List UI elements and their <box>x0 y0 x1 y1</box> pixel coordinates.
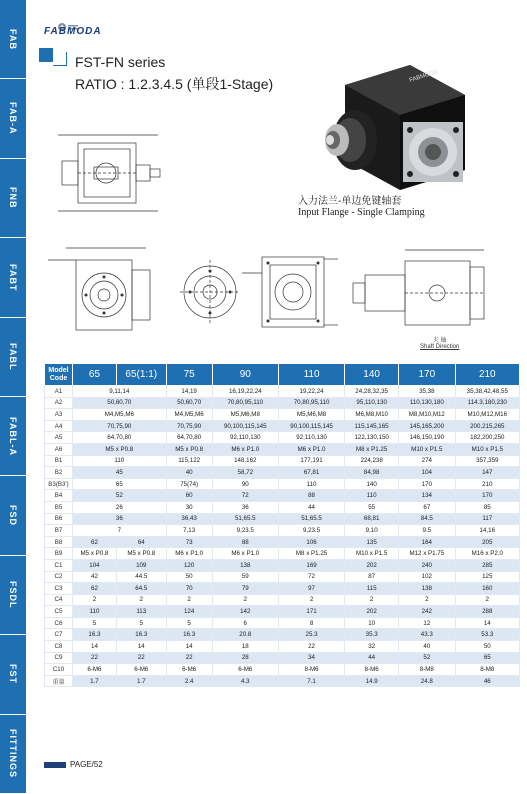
table-cell: 51,65.5 <box>278 513 344 525</box>
table-cell: 9,23.5 <box>278 525 344 537</box>
row-label: C2 <box>45 571 73 583</box>
table-cell: 110 <box>345 490 399 502</box>
table-cell: 120 <box>166 559 212 571</box>
table-cell: M10,M12,M16 <box>455 409 519 421</box>
table-row <box>45 443 520 455</box>
table-cell: 135 <box>345 536 399 548</box>
table-cell: 58,72 <box>212 467 278 479</box>
table-cell: 242 <box>399 606 455 618</box>
table-cell: 7 <box>73 525 167 537</box>
table-cell: 170 <box>455 490 519 502</box>
table-row <box>45 606 520 618</box>
table-cell: 42 <box>73 571 117 583</box>
title-accent <box>39 48 53 62</box>
spec-table <box>44 363 520 687</box>
table-cell: 64.5 <box>116 583 166 595</box>
table-row <box>45 559 520 571</box>
table-header-row <box>45 364 520 386</box>
table-cell: 92,110,130 <box>278 432 344 444</box>
table-cell: M8,M10,M12 <box>399 409 455 421</box>
table-cell: 200,215,265 <box>455 420 519 432</box>
table-cell: 134 <box>399 490 455 502</box>
table-cell: 65 <box>73 478 167 490</box>
table-cell: 46 <box>455 675 519 687</box>
table-cell: 50,60,70 <box>73 397 167 409</box>
sidebar <box>0 0 26 794</box>
table-cell: 92,110,130 <box>212 432 278 444</box>
table-cell: 45 <box>73 467 167 479</box>
shaft-label-cn: 夫 轴 <box>432 338 447 344</box>
table-cell: 171 <box>278 606 344 618</box>
sidebar-tab-label: FAB-A <box>8 102 18 135</box>
table-cell: 6-M6 <box>73 664 117 676</box>
table-cell: 16.3 <box>73 629 117 641</box>
header-model-110: 110 <box>278 364 344 386</box>
shaft-label-en: Shaft Direction <box>420 344 460 350</box>
sidebar-tab-fsdl[interactable] <box>0 556 26 635</box>
table-cell: 2 <box>345 594 399 606</box>
table-cell: 274 <box>399 455 455 467</box>
row-label: 重量 <box>45 675 73 687</box>
table-cell: 52 <box>73 490 167 502</box>
table-cell: 88 <box>212 536 278 548</box>
row-label: B4 <box>45 490 73 502</box>
table-cell: 110 <box>73 455 167 467</box>
table-cell: M6 x P1.0 <box>212 443 278 455</box>
header-model-code: Model Code <box>45 364 73 386</box>
table-cell: 95,110,130 <box>345 397 399 409</box>
sidebar-tab-fabl-a[interactable] <box>0 397 26 476</box>
table-cell: 87 <box>345 571 399 583</box>
table-cell: 14 <box>73 641 117 653</box>
table-cell: 50,60,70 <box>166 397 212 409</box>
table-row <box>45 386 520 398</box>
sidebar-tab-fittings[interactable] <box>0 715 26 794</box>
sidebar-tab-label: FST <box>8 664 18 685</box>
table-cell: 50 <box>455 641 519 653</box>
sidebar-tab-label: FSDL <box>8 581 18 609</box>
table-row <box>45 548 520 560</box>
row-label: C9 <box>45 652 73 664</box>
table-cell: 202 <box>345 606 399 618</box>
table-cell: 68,81 <box>345 513 399 525</box>
row-label: B8 <box>45 536 73 548</box>
table-cell: M10 x P1.5 <box>399 443 455 455</box>
table-cell: M16 x P2.0 <box>455 548 519 560</box>
row-label: C6 <box>45 617 73 629</box>
row-label: B7 <box>45 525 73 537</box>
table-cell: M10 x P1.5 <box>455 443 519 455</box>
table-cell: 90 <box>212 478 278 490</box>
table-cell: 22 <box>73 652 117 664</box>
table-cell: 53.3 <box>455 629 519 641</box>
table-cell: 106 <box>278 536 344 548</box>
sidebar-tab-label: FABT <box>8 263 18 292</box>
table-cell: 138 <box>212 559 278 571</box>
sidebar-tab-label: FAB <box>8 28 18 50</box>
table-cell: 125 <box>455 571 519 583</box>
sidebar-tab-fabl[interactable] <box>0 318 26 397</box>
table-cell: M5 x P0.8 <box>116 548 166 560</box>
table-cell: 35,38 <box>399 386 455 398</box>
table-cell: 22 <box>116 652 166 664</box>
table-cell: 170 <box>399 478 455 490</box>
page-title: FST-FN series <box>75 54 166 70</box>
table-cell: 2.4 <box>166 675 212 687</box>
table-row <box>45 594 520 606</box>
table-cell: 28 <box>212 652 278 664</box>
table-cell: 14 <box>166 641 212 653</box>
table-cell: 44 <box>278 501 344 513</box>
table-row <box>45 455 520 467</box>
table-cell: 9.5 <box>399 525 455 537</box>
table-row <box>45 675 520 687</box>
table-cell: 20.8 <box>212 629 278 641</box>
table-cell: 5 <box>73 617 117 629</box>
table-cell: 40 <box>399 641 455 653</box>
row-label: A1 <box>45 386 73 398</box>
table-cell: 2 <box>166 594 212 606</box>
table-cell: 62 <box>73 583 117 595</box>
table-cell: 14.9 <box>345 675 399 687</box>
table-row <box>45 652 520 664</box>
table-cell: 70,75,90 <box>73 420 167 432</box>
table-cell: 90,100,115,145 <box>212 420 278 432</box>
table-row <box>45 478 520 490</box>
table-cell: 7,13 <box>166 525 212 537</box>
flange-view-drawing <box>178 255 240 330</box>
table-cell: 84.5 <box>399 513 455 525</box>
table-row <box>45 525 520 537</box>
table-row <box>45 617 520 629</box>
table-cell: 1.7 <box>73 675 117 687</box>
table-cell: 43.3 <box>399 629 455 641</box>
table-cell: 110,130,180 <box>399 397 455 409</box>
sidebar-tab-label: FITTINGS <box>8 729 18 779</box>
header-model-90: 90 <box>212 364 278 386</box>
row-label: C5 <box>45 606 73 618</box>
footer-accent <box>44 762 66 768</box>
photo-caption-cn: 入力法兰-单边免键轴套 <box>298 196 402 207</box>
table-cell: M5 x P0.8 <box>73 548 117 560</box>
table-cell: M5,M6,M8 <box>278 409 344 421</box>
table-cell: M6 x P1.0 <box>212 548 278 560</box>
table-cell: 8-M8 <box>455 664 519 676</box>
table-cell: 16.3 <box>116 629 166 641</box>
table-cell: 36 <box>73 513 167 525</box>
input-view-drawing <box>240 245 340 335</box>
table-cell: 9,23.5 <box>212 525 278 537</box>
table-cell: 8-M6 <box>278 664 344 676</box>
table-cell: 70,80,95,110 <box>278 397 344 409</box>
table-row <box>45 501 520 513</box>
table-cell: M6 x P1.0 <box>278 443 344 455</box>
sidebar-tab-fabt[interactable] <box>0 238 26 317</box>
table-cell: 288 <box>455 606 519 618</box>
table-cell: 14,16 <box>455 525 519 537</box>
sidebar-tab-label: FABL <box>8 343 18 371</box>
table-cell: 138 <box>399 583 455 595</box>
table-cell: 72 <box>212 490 278 502</box>
table-cell: 2 <box>212 594 278 606</box>
row-label: C10 <box>45 664 73 676</box>
table-cell: M5,M6,M8 <box>212 409 278 421</box>
table-cell: 70,75,90 <box>166 420 212 432</box>
table-cell: 64 <box>116 536 166 548</box>
page-subtitle: RATIO : 1.2.3.4.5 (单段1-Stage) <box>75 76 274 92</box>
sidebar-tab-fab[interactable] <box>0 0 26 79</box>
table-cell: 40 <box>166 467 212 479</box>
table-cell: M6 x P1.0 <box>166 548 212 560</box>
table-cell: 104 <box>73 559 117 571</box>
table-cell: 148,162 <box>212 455 278 467</box>
page-number: PAGE/52 <box>70 760 103 769</box>
header-model-65(1:1): 65(1:1) <box>116 364 166 386</box>
table-cell: 75(74) <box>166 478 212 490</box>
table-cell: 67 <box>399 501 455 513</box>
table-row <box>45 420 520 432</box>
table-cell: 109 <box>116 559 166 571</box>
table-cell: 59 <box>212 571 278 583</box>
table-cell: 52 <box>399 652 455 664</box>
table-cell: 70,80,95,110 <box>212 397 278 409</box>
table-cell: 115,122 <box>166 455 212 467</box>
table-cell: 10 <box>345 617 399 629</box>
table-cell: 224,238 <box>345 455 399 467</box>
table-row <box>45 641 520 653</box>
header-model-140: 140 <box>345 364 399 386</box>
side-view-drawing <box>48 125 173 217</box>
table-cell: 285 <box>455 559 519 571</box>
table-cell: 88 <box>278 490 344 502</box>
table-cell: 22 <box>166 652 212 664</box>
table-cell: 64,70,80 <box>73 432 167 444</box>
table-cell: 110 <box>73 606 117 618</box>
header-model-170: 170 <box>399 364 455 386</box>
table-cell: 2 <box>455 594 519 606</box>
table-row <box>45 467 520 479</box>
table-cell: 22 <box>278 641 344 653</box>
row-label: A4 <box>45 420 73 432</box>
header-model-65: 65 <box>73 364 117 386</box>
table-row <box>45 397 520 409</box>
table-cell: 117 <box>455 513 519 525</box>
table-cell: M5 x P0.8 <box>73 443 167 455</box>
table-cell: 357,359 <box>455 455 519 467</box>
table-cell: 36,43 <box>166 513 212 525</box>
table-cell: 64,70,80 <box>166 432 212 444</box>
table-cell: 210 <box>455 478 519 490</box>
table-cell: 32 <box>345 641 399 653</box>
table-cell: 160 <box>455 583 519 595</box>
row-label: C7 <box>45 629 73 641</box>
table-cell: 164 <box>399 536 455 548</box>
table-cell: 114.3,180,230 <box>455 397 519 409</box>
row-label: B6 <box>45 513 73 525</box>
table-cell: 6-M6 <box>166 664 212 676</box>
table-cell: 44.5 <box>116 571 166 583</box>
sidebar-tab-label: FABL-A <box>8 416 18 456</box>
table-cell: 12 <box>399 617 455 629</box>
row-label: A2 <box>45 397 73 409</box>
table-cell: 2 <box>116 594 166 606</box>
table-cell: 85 <box>455 501 519 513</box>
row-label: A5 <box>45 432 73 444</box>
table-cell: 6-M6 <box>212 664 278 676</box>
table-cell: 115,145,165 <box>345 420 399 432</box>
table-cell: 16,19,22,24 <box>212 386 278 398</box>
row-label: B3(B3') <box>45 478 73 490</box>
table-cell: M8 x P1.25 <box>345 443 399 455</box>
table-cell: 7.1 <box>278 675 344 687</box>
table-cell: 24.8 <box>399 675 455 687</box>
table-cell: 16.3 <box>166 629 212 641</box>
front-view-drawing <box>46 240 166 335</box>
table-cell: 9,11,14 <box>73 386 167 398</box>
table-cell: 60 <box>166 490 212 502</box>
table-cell: 240 <box>399 559 455 571</box>
table-cell: 79 <box>212 583 278 595</box>
table-cell: 25.3 <box>278 629 344 641</box>
table-row <box>45 490 520 502</box>
sidebar-tab-label: FNB <box>8 187 18 209</box>
table-cell: 2 <box>73 594 117 606</box>
table-row <box>45 664 520 676</box>
row-label: B1 <box>45 455 73 467</box>
table-row <box>45 583 520 595</box>
table-cell: M4,M5,M6 <box>73 409 167 421</box>
table-cell: 35,38,42,48,55 <box>455 386 519 398</box>
table-cell: 8 <box>278 617 344 629</box>
header-model-210: 210 <box>455 364 519 386</box>
table-cell: 51,65.5 <box>212 513 278 525</box>
table-row <box>45 513 520 525</box>
table-cell: 1.7 <box>116 675 166 687</box>
table-body <box>45 386 520 687</box>
table-cell: 67,81 <box>278 467 344 479</box>
row-label: A3 <box>45 409 73 421</box>
table-cell: 147 <box>455 467 519 479</box>
header-model-75: 75 <box>166 364 212 386</box>
row-label: B9 <box>45 548 73 560</box>
table-cell: M6,M8,M10 <box>345 409 399 421</box>
table-row <box>45 571 520 583</box>
table-cell: 169 <box>278 559 344 571</box>
table-cell: 50 <box>166 571 212 583</box>
brand-logo-text: FABMODA <box>44 26 102 37</box>
table-cell: 19,22,24 <box>278 386 344 398</box>
gearbox-photo <box>315 60 470 190</box>
svg-text:FABMODA: FABMODA <box>408 69 439 84</box>
title-accent-frame <box>53 52 67 66</box>
table-cell: 55 <box>345 501 399 513</box>
sidebar-tab-fst[interactable] <box>0 635 26 714</box>
table-cell: 24,28,32,35 <box>345 386 399 398</box>
table-cell: 145,165,200 <box>399 420 455 432</box>
table-cell: 14,19 <box>166 386 212 398</box>
table-cell: 97 <box>278 583 344 595</box>
table-cell: 5 <box>116 617 166 629</box>
table-cell: 146,150,190 <box>399 432 455 444</box>
sidebar-tab-fnb[interactable] <box>0 159 26 238</box>
table-cell: 26 <box>73 501 167 513</box>
table-cell: 110 <box>278 478 344 490</box>
table-cell: M10 x P1.5 <box>345 548 399 560</box>
row-label: C4 <box>45 594 73 606</box>
row-label: C3 <box>45 583 73 595</box>
table-row <box>45 432 520 444</box>
table-cell: 6 <box>212 617 278 629</box>
table-cell: 14 <box>455 617 519 629</box>
table-cell: 8-M6 <box>345 664 399 676</box>
table-cell: 36 <box>212 501 278 513</box>
table-cell: 6-M6 <box>116 664 166 676</box>
table-row <box>45 536 520 548</box>
photo-caption-en: Input Flange - Single Clamping <box>298 207 425 218</box>
row-label: C1 <box>45 559 73 571</box>
table-cell: 9,10 <box>345 525 399 537</box>
table-cell: 30 <box>166 501 212 513</box>
table-cell: 18 <box>212 641 278 653</box>
shaft-direction-label <box>420 335 459 350</box>
table-cell: 35.3 <box>345 629 399 641</box>
table-cell: 72 <box>278 571 344 583</box>
table-cell: M8 x P1.25 <box>278 548 344 560</box>
table-cell: 140 <box>345 478 399 490</box>
table-cell: 44 <box>345 652 399 664</box>
table-cell: 205 <box>455 536 519 548</box>
table-cell: M4,M5,M6 <box>166 409 212 421</box>
table-cell: 124 <box>166 606 212 618</box>
top-view-drawing <box>345 245 495 335</box>
table-cell: 113 <box>116 606 166 618</box>
table-cell: 34 <box>278 652 344 664</box>
row-label: C8 <box>45 641 73 653</box>
table-cell: 104 <box>399 467 455 479</box>
table-cell: 8-M8 <box>399 664 455 676</box>
row-label: B2 <box>45 467 73 479</box>
sidebar-tab-fsd[interactable] <box>0 476 26 555</box>
table-cell: 182,200,250 <box>455 432 519 444</box>
table-cell: M12 x P1.75 <box>399 548 455 560</box>
table-cell: 4.3 <box>212 675 278 687</box>
table-cell: 62 <box>73 536 117 548</box>
table-cell: 5 <box>166 617 212 629</box>
row-label: B5 <box>45 501 73 513</box>
table-cell: 102 <box>399 571 455 583</box>
table-row <box>45 629 520 641</box>
table-cell: 202 <box>345 559 399 571</box>
table-cell: 73 <box>166 536 212 548</box>
sidebar-tab-fab-a[interactable] <box>0 79 26 158</box>
table-cell: M5 x P0.8 <box>166 443 212 455</box>
table-cell: 84,98 <box>345 467 399 479</box>
table-cell: 2 <box>399 594 455 606</box>
table-cell: 2 <box>278 594 344 606</box>
table-row <box>45 409 520 421</box>
table-cell: 65 <box>455 652 519 664</box>
table-cell: 115 <box>345 583 399 595</box>
table-cell: 14 <box>116 641 166 653</box>
table-cell: 70 <box>166 583 212 595</box>
table-cell: 142 <box>212 606 278 618</box>
sidebar-tab-label: FSD <box>8 505 18 527</box>
table-cell: 177,191 <box>278 455 344 467</box>
row-label: A6 <box>45 443 73 455</box>
table-cell: 90,100,115,145 <box>278 420 344 432</box>
table-cell: 122,130,150 <box>345 432 399 444</box>
